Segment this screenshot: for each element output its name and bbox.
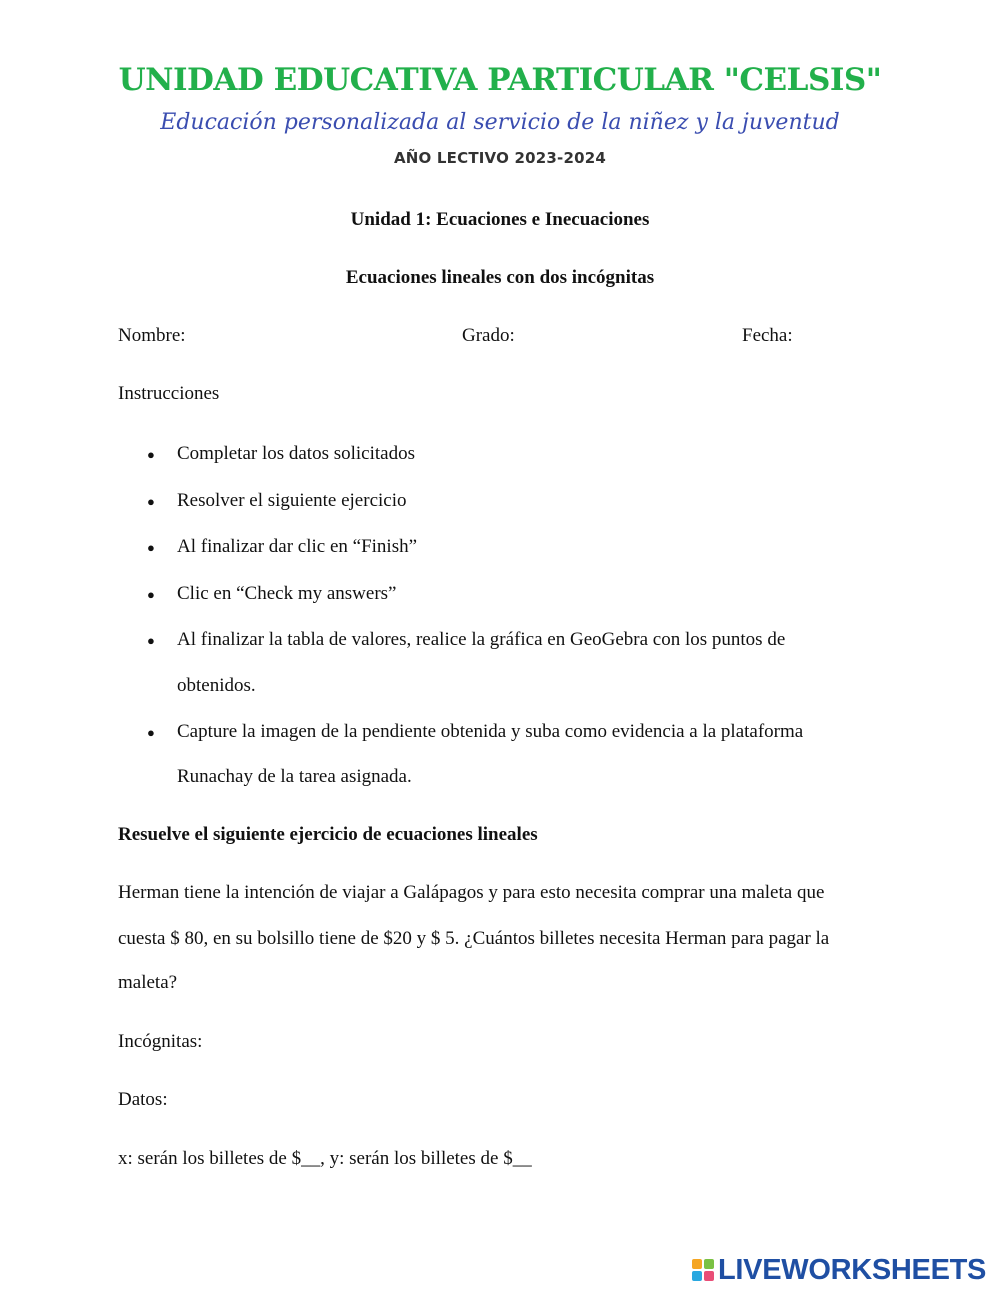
list-item-continuation: Runachay de la tarea asignada. xyxy=(177,766,412,787)
list-item: Clic en “Check my answers” xyxy=(177,583,397,604)
liveworksheets-logo[interactable] xyxy=(692,1254,986,1286)
name-label: Nombre: xyxy=(118,325,186,346)
school-name: UNIDAD EDUCATIVA PARTICULAR "CELSIS" xyxy=(118,62,882,98)
problem-line: cuesta $ 80, en su bolsillo tiene de $20 y $ 5. ¿Cuántos billetes necesita Herman para pagar la xyxy=(118,928,830,949)
bullet-icon: ● xyxy=(147,447,155,462)
list-item: Resolver el siguiente ejercicio xyxy=(177,490,407,511)
logo-square-4 xyxy=(704,1271,714,1281)
liveworksheets-icon xyxy=(692,1259,714,1281)
unknowns-label: Incógnitas: xyxy=(118,1031,203,1052)
instructions-heading: Instrucciones xyxy=(118,383,220,404)
exercise-heading: Resuelve el siguiente ejercicio de ecuaciones lineales xyxy=(118,824,538,845)
topic-title: Ecuaciones lineales con dos incógnitas xyxy=(345,267,655,288)
date-label: Fecha: xyxy=(742,325,793,346)
school-tagline: Educación personalizada al servicio de la niñez y la juventud xyxy=(160,110,840,135)
list-item: Completar los datos solicitados xyxy=(177,443,416,464)
logo-square-2 xyxy=(704,1259,714,1269)
bullet-icon: ● xyxy=(147,725,155,740)
problem-line: maleta? xyxy=(118,972,178,993)
bullet-icon: ● xyxy=(147,540,155,555)
list-item: Al finalizar la tabla de valores, realice la gráfica en GeoGebra con los puntos de xyxy=(177,629,786,650)
variables-line: x: serán los billetes de $__, y: serán los billetes de $__ xyxy=(118,1148,532,1169)
list-item-continuation: obtenidos. xyxy=(177,675,256,696)
problem-line: Herman tiene la intención de viajar a Galápagos y para esto necesita comprar una maleta que xyxy=(118,882,825,903)
bullet-icon: ● xyxy=(147,494,155,509)
logo-text: LIVEWORKSHEETS xyxy=(718,1253,987,1286)
list-item: Al finalizar dar clic en “Finish” xyxy=(177,536,418,557)
data-label: Datos: xyxy=(118,1089,168,1110)
grade-label: Grado: xyxy=(462,325,515,346)
logo-square-3 xyxy=(692,1271,702,1281)
list-item: Capture la imagen de la pendiente obtenida y suba como evidencia a la plataforma xyxy=(177,721,804,742)
school-year: AÑO LECTIVO 2023-2024 xyxy=(393,149,606,167)
bullet-icon: ● xyxy=(147,633,155,648)
unit-title: Unidad 1: Ecuaciones e Inecuaciones xyxy=(350,209,650,230)
logo-square-1 xyxy=(692,1259,702,1269)
bullet-icon: ● xyxy=(147,587,155,602)
